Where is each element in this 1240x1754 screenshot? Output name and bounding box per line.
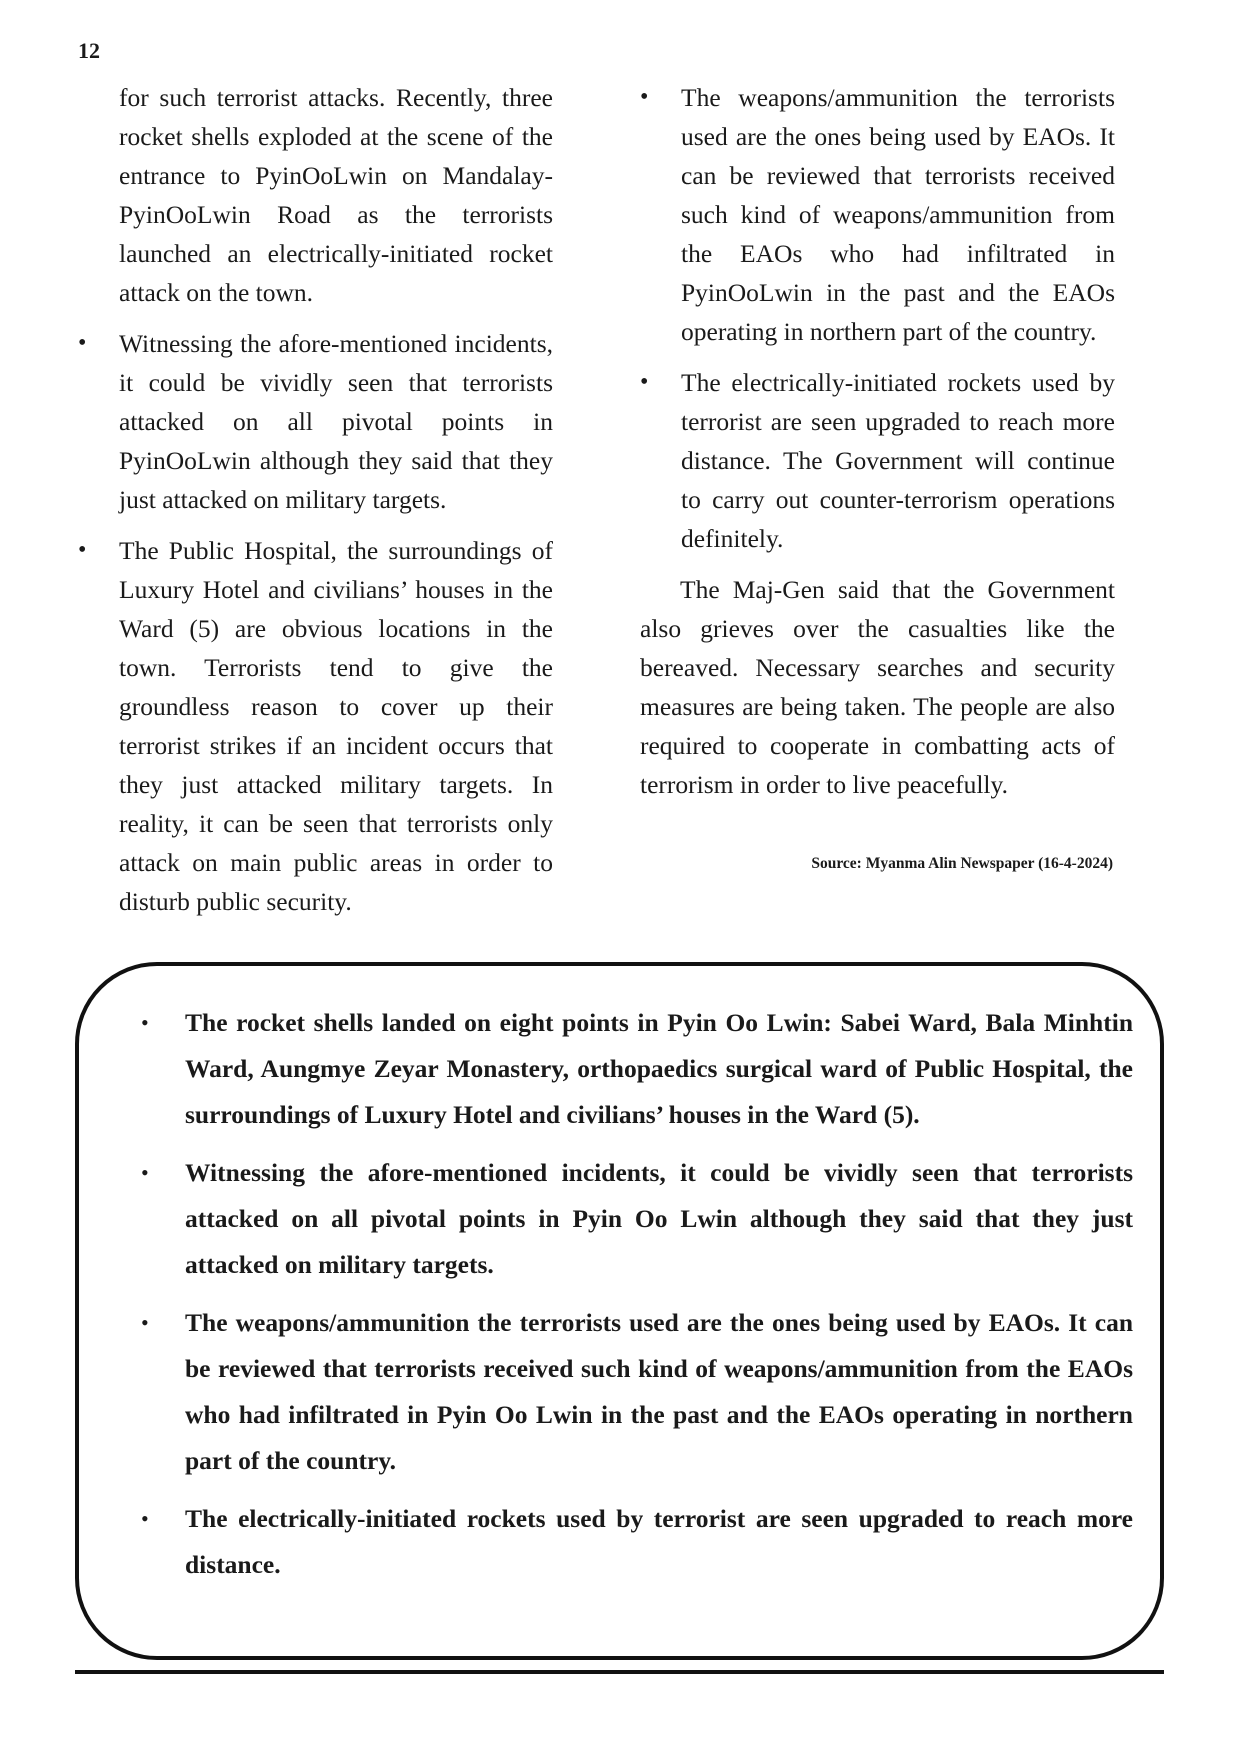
highlight-item-2: • Witnessing the afore-mentioned incidents, it could be vividly seen that terrorists attacked on all pivotal points in Pyin Oo Lwin although they said that they just attacked on military targets. — [141, 1150, 1133, 1288]
source-citation: Source: Myanma Alin Newspaper (16-4-2024) — [811, 855, 1113, 872]
highlight-list — [141, 1000, 1133, 1600]
bottom-rule — [75, 1670, 1164, 1674]
left-column — [78, 78, 553, 933]
page-number: 12 — [78, 38, 100, 63]
left-bullet-2: • The Public Hospital, the surroundings of Luxury Hotel and civilians’ houses in the Ward (5) are obvious locations in the town. Terrorists tend to give the groundless reason to cover up their terrorist strikes if an incident occurs that they just attacked military targets. In reality, it can be seen that terrorists only attack on main public areas in order to disturb public security. — [78, 531, 553, 921]
right-bullet-2: • The electrically-initiated rockets used by terrorist are seen upgraded to reach more distance. The Government will continue to carry out counter-terrorism operations definitely. — [640, 363, 1115, 558]
highlight-item-4: • The electrically-initiated rockets used by terrorist are seen upgraded to reach more distance. — [141, 1496, 1133, 1588]
highlight-box — [75, 962, 1164, 1660]
left-bullet-1: • Witnessing the afore-mentioned incidents, it could be vividly seen that terrorists attacked on all pivotal points in PyinOoLwin although they said that they just attacked on military targets. — [78, 324, 553, 519]
right-paragraph: The Maj-Gen said that the Government also grieves over the casualties like the bereaved. Necessary searches and security measures are being taken. The people are also required to cooperate in combatting acts of terrorism in order to live peacefully. — [640, 575, 1115, 799]
right-bullet-1: • The weapons/ammunition the terrorists used are the ones being used by EAOs. It can be reviewed that terrorists received such kind of weapons/ammunition from the EAOs who had infiltrated in PyinOoLwin in the past and the EAOs operating in northern part of the country. — [640, 78, 1115, 351]
right-column — [640, 78, 1115, 883]
highlight-item-3: • The weapons/ammunition the terrorists used are the ones being used by EAOs. It can be reviewed that terrorists received such kind of weapons/ammunition from the EAOs who had infiltrated in Pyin Oo Lwin in the past and the EAOs operating in northern part of the country. — [141, 1300, 1133, 1484]
highlight-item-1: • The rocket shells landed on eight points in Pyin Oo Lwin: Sabei Ward, Bala Minhtin Ward, Aungmye Zeyar Monastery, orthopaedics surgical ward of Public Hospital, the surroundings of Luxury Hotel and civilians’ houses in the Ward (5). — [141, 1000, 1133, 1138]
left-paragraph-continuation: for such terrorist attacks. Recently, three rocket shells exploded at the scene of the entrance to PyinOoLwin on Mandalay-PyinOoLwin Road as the terrorists launched an electrically-initiated rocket attack on the town. — [119, 83, 553, 307]
